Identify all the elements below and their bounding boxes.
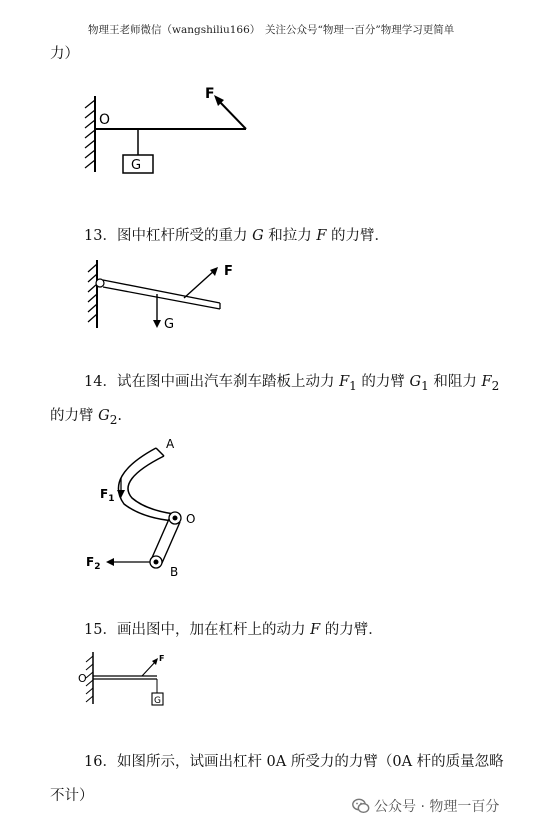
pivot-circle [96,279,104,287]
q16-number: 16． [84,754,117,770]
q14-f1: F [339,374,350,390]
q15-f: F [310,622,321,638]
header-wechat-text: 物理王老师微信（wangshiliu166） [88,24,261,36]
q14-f2-sub: 2 [491,378,500,393]
force-arrow [184,270,215,298]
figure-12 [80,86,260,182]
wall-hatch [86,656,93,702]
q14-text-mid1: 的力臂 [356,374,410,390]
label-b: B [170,565,179,579]
previous-question-tail: 力） [50,46,79,62]
force-arrow [142,661,156,676]
f1-arrowhead [117,490,125,498]
label-a: A [166,437,175,451]
label-o: O [186,512,196,526]
q16-line-1-text: 如图所示，试画出杠杆 0A 所受力的力臂（0A 杆的质量忽略 [116,754,504,770]
pivot-inner [173,516,178,521]
q14-l1-sub: 1 [421,378,429,393]
q14-number: 14． [84,374,117,390]
label-f: F [159,654,165,663]
force-arrow [218,100,246,129]
watermark [352,796,499,818]
q14-f2: F [481,374,492,390]
label-g: G [131,158,142,173]
question-15 [84,620,383,640]
q14-text-mid2: 和阻力 [428,374,482,390]
force-arrowhead [210,267,218,276]
q14-text-pre: 试在图中画出汽车刹车踏板上动力 [116,374,340,390]
f2-arrowhead [106,558,114,566]
lever-bottom-edge [103,287,220,309]
label-g: G [164,317,175,332]
label-f: F [224,264,233,279]
q13-text-pre: 图中杠杆所受的重力 [116,228,253,244]
q14-f1-sub: 1 [349,378,357,393]
gravity-arrowhead [153,320,161,328]
pedal-tip [156,448,164,456]
figure-13-diagram [84,256,244,334]
lever-top-edge [103,280,220,303]
label-f1: $F_1$ [100,487,115,504]
figure-15-diagram [78,648,178,712]
question-14-line-2 [50,406,122,430]
watermark-text: 公众号 · 物理一百分 [374,799,500,815]
header-account-text: 关注公众号“物理一百分”物理学习更简单 [265,24,455,36]
q13-f: F [316,228,327,244]
q15-text-post: 的力臂． [320,622,383,638]
joint-b-inner [154,560,159,565]
label-o: O [78,672,87,685]
q15-text-pre: 画出图中，加在杠杆上的动力 [116,622,311,638]
q14-l1: G [409,374,422,390]
q13-text-mid: 和拉力 [263,228,317,244]
label-g: G [154,696,161,706]
figure-15 [78,648,178,712]
q13-g: G [252,228,264,244]
wechat-icon [352,798,370,818]
figure-12-diagram [80,86,260,182]
pedal-inner-edge [128,456,174,514]
question-13 [84,226,389,246]
q14-l2-sub: 2 [109,412,118,427]
wall-hatch [85,100,95,168]
figure-14 [84,434,224,580]
q14-line2-post: . [117,408,122,424]
figure-14-diagram [84,434,224,580]
page-header [0,22,540,38]
label-o: O [99,112,111,128]
label-f: F [205,86,215,102]
pedal-outer-edge [118,448,174,521]
question-16-line-2: 不计） [50,788,94,804]
label-f2: $F_2$ [86,555,101,572]
q14-line2-pre: 的力臂 [50,408,99,424]
figure-13 [84,256,244,334]
question-16-line-1 [84,752,504,772]
q14-l2: G [98,408,110,424]
q13-number: 13． [84,228,117,244]
q13-text-post: 的力臂． [326,228,390,244]
wall-hatch [88,264,97,322]
q15-number: 15． [84,622,117,638]
question-14-line-1 [84,372,499,396]
